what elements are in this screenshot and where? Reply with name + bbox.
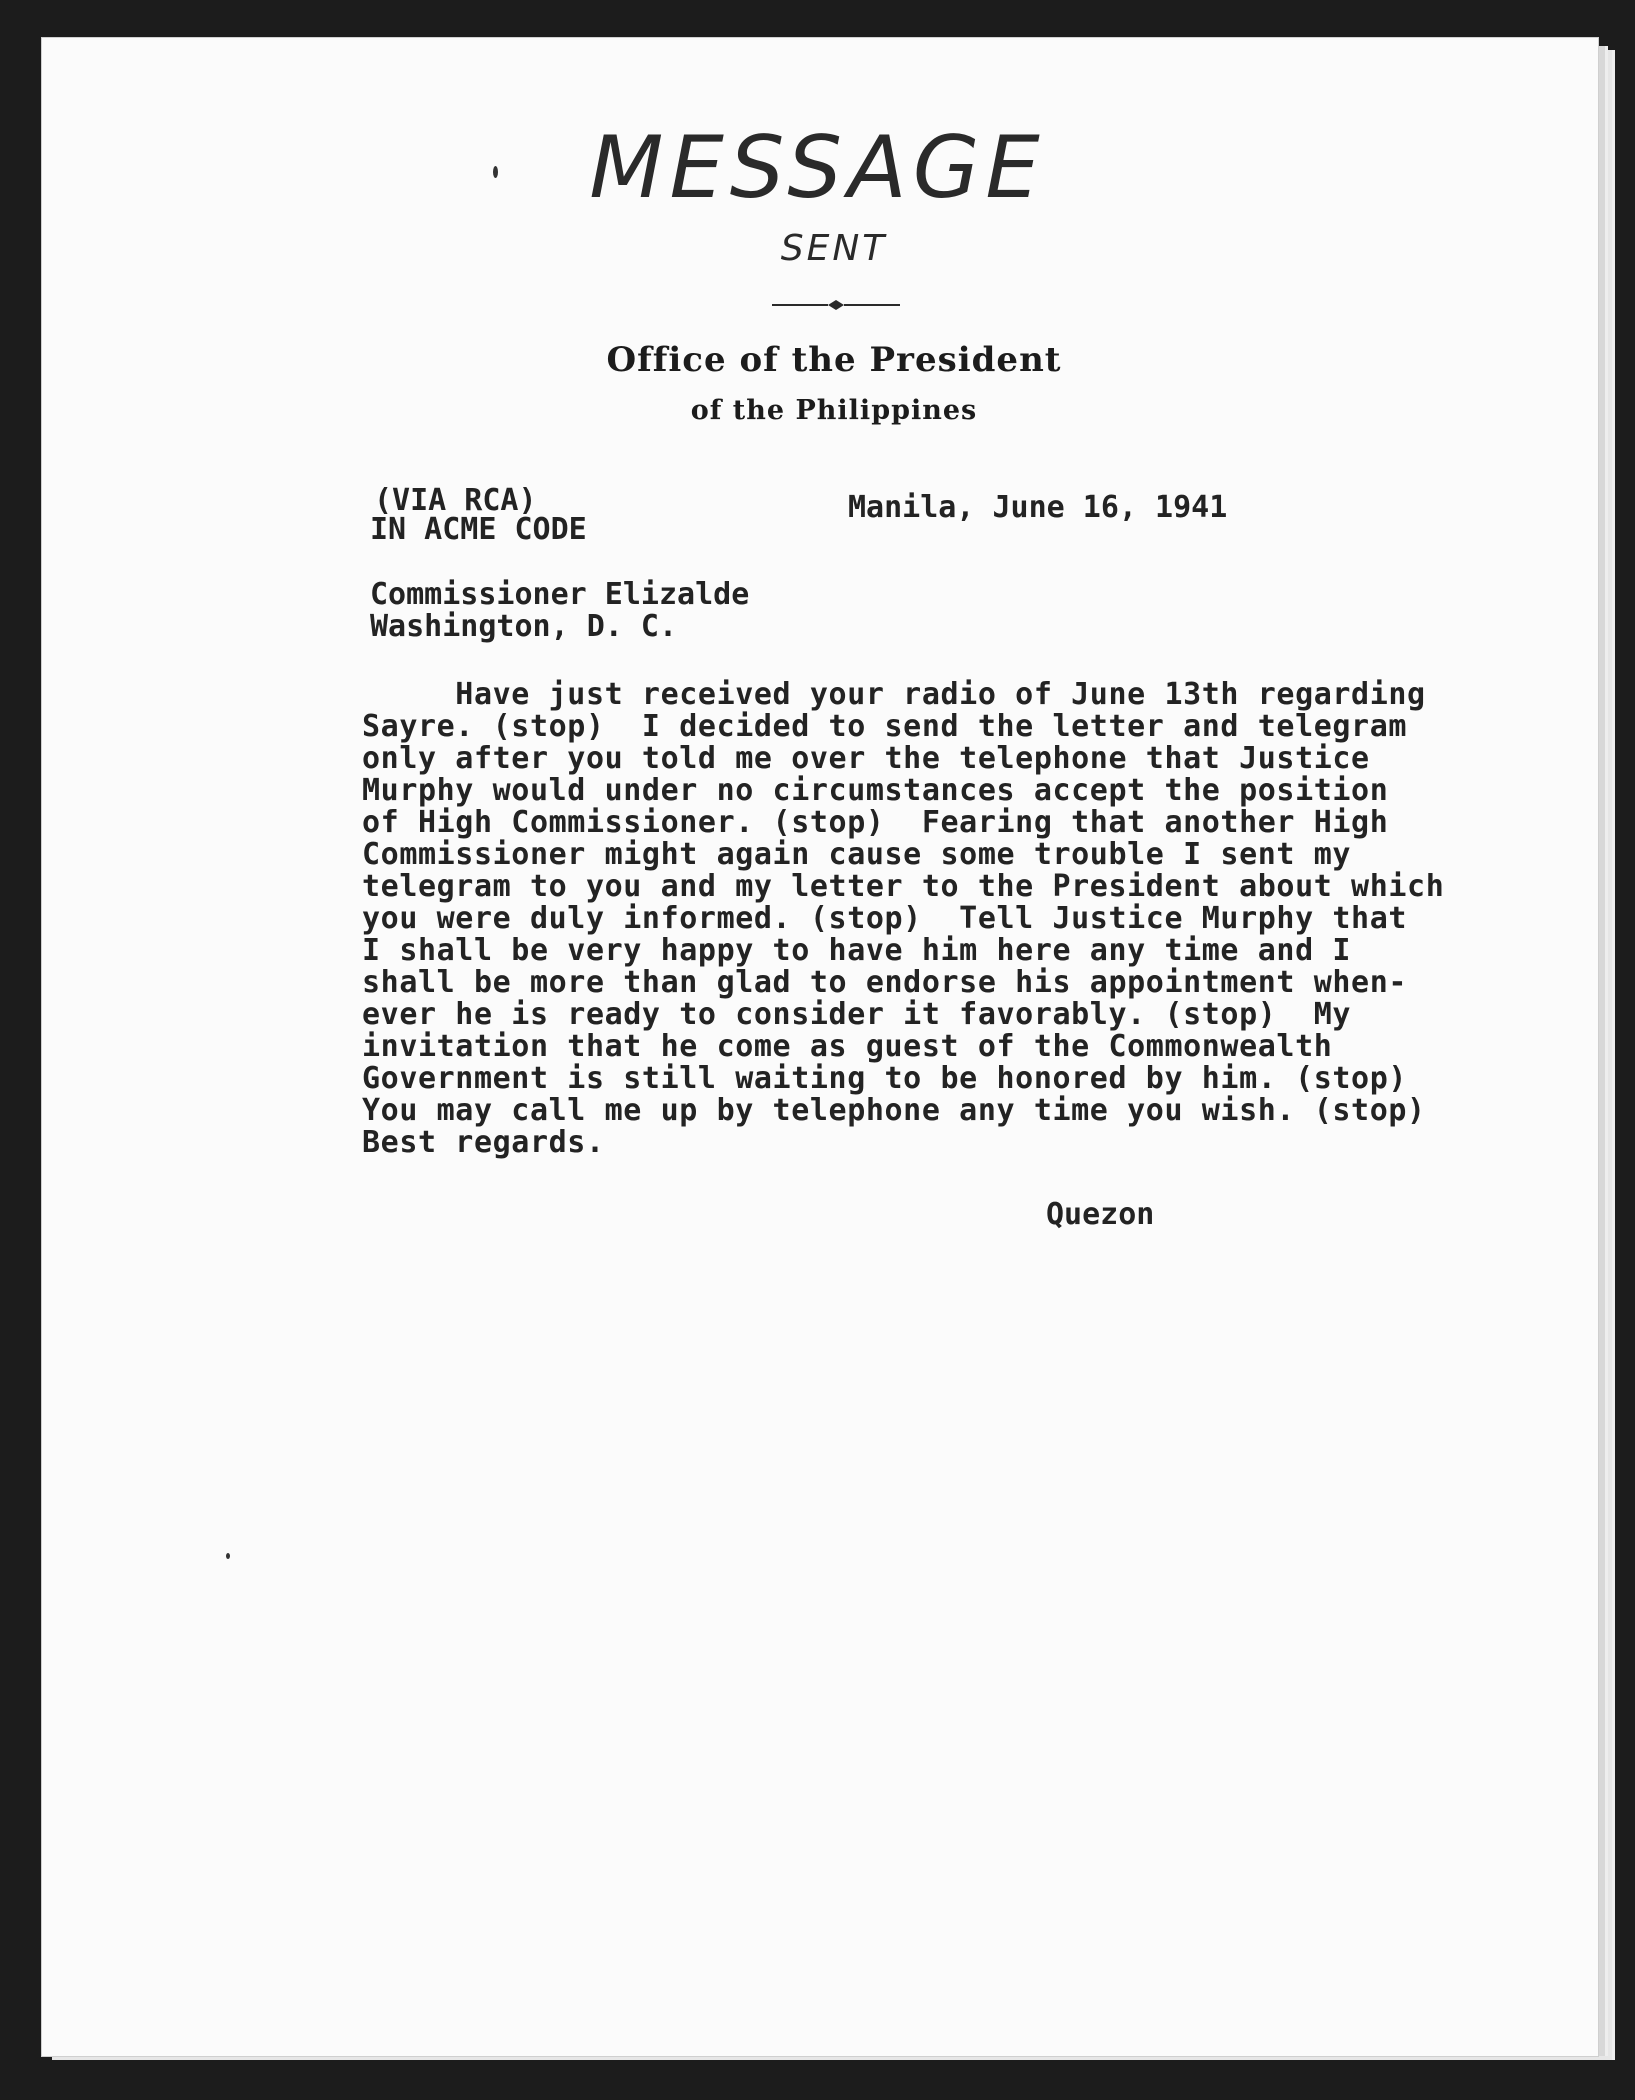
office-country: of the Philippines xyxy=(690,395,978,426)
office-name: Office of the President xyxy=(606,340,1062,380)
body-line: of High Commissioner. (stop) Fearing that another High xyxy=(362,805,1389,840)
routing-code: IN ACME CODE xyxy=(370,512,587,547)
message-date: Manila, June 16, 1941 xyxy=(848,490,1228,525)
addressee-name: Commissioner Elizalde xyxy=(370,577,750,612)
body-line: Commissioner might again cause some trouble I sent my xyxy=(362,837,1352,872)
body-line: invitation that he come as guest of the Commonwealth xyxy=(362,1029,1333,1064)
signature: Quezon xyxy=(1046,1197,1155,1232)
body-line: Sayre. (stop) I decided to send the letter and telegram xyxy=(362,709,1408,744)
body-line: only after you told me over the telephone that Justice xyxy=(362,741,1370,776)
message-title: MESSAGE xyxy=(589,118,1046,218)
body-line: shall be more than glad to endorse his appointment when- xyxy=(362,965,1408,1000)
ink-speck xyxy=(226,1553,230,1559)
routing-via: (VIA RCA) xyxy=(374,483,537,518)
message-subtitle: SENT xyxy=(780,228,888,269)
addressee-location: Washington, D. C. xyxy=(370,609,678,644)
body-line: You may call me up by telephone any time you wish. (stop) xyxy=(362,1093,1426,1128)
body-line: I shall be very happy to have him here any time and I xyxy=(362,933,1352,968)
body-line: Have just received your radio of June 13th regarding xyxy=(362,677,1426,712)
ornament-divider xyxy=(772,298,900,312)
body-line: Best regards. xyxy=(362,1125,605,1160)
body-line: Government is still waiting to be honored by him. (stop) xyxy=(362,1061,1408,1096)
body-line: you were duly informed. (stop) Tell Justice Murphy that xyxy=(362,901,1408,936)
body-line: ever he is ready to consider it favorably. (stop) My xyxy=(362,997,1352,1032)
body-line: Murphy would under no circumstances accept the position xyxy=(362,773,1389,808)
body-line: telegram to you and my letter to the President about which xyxy=(362,869,1445,904)
